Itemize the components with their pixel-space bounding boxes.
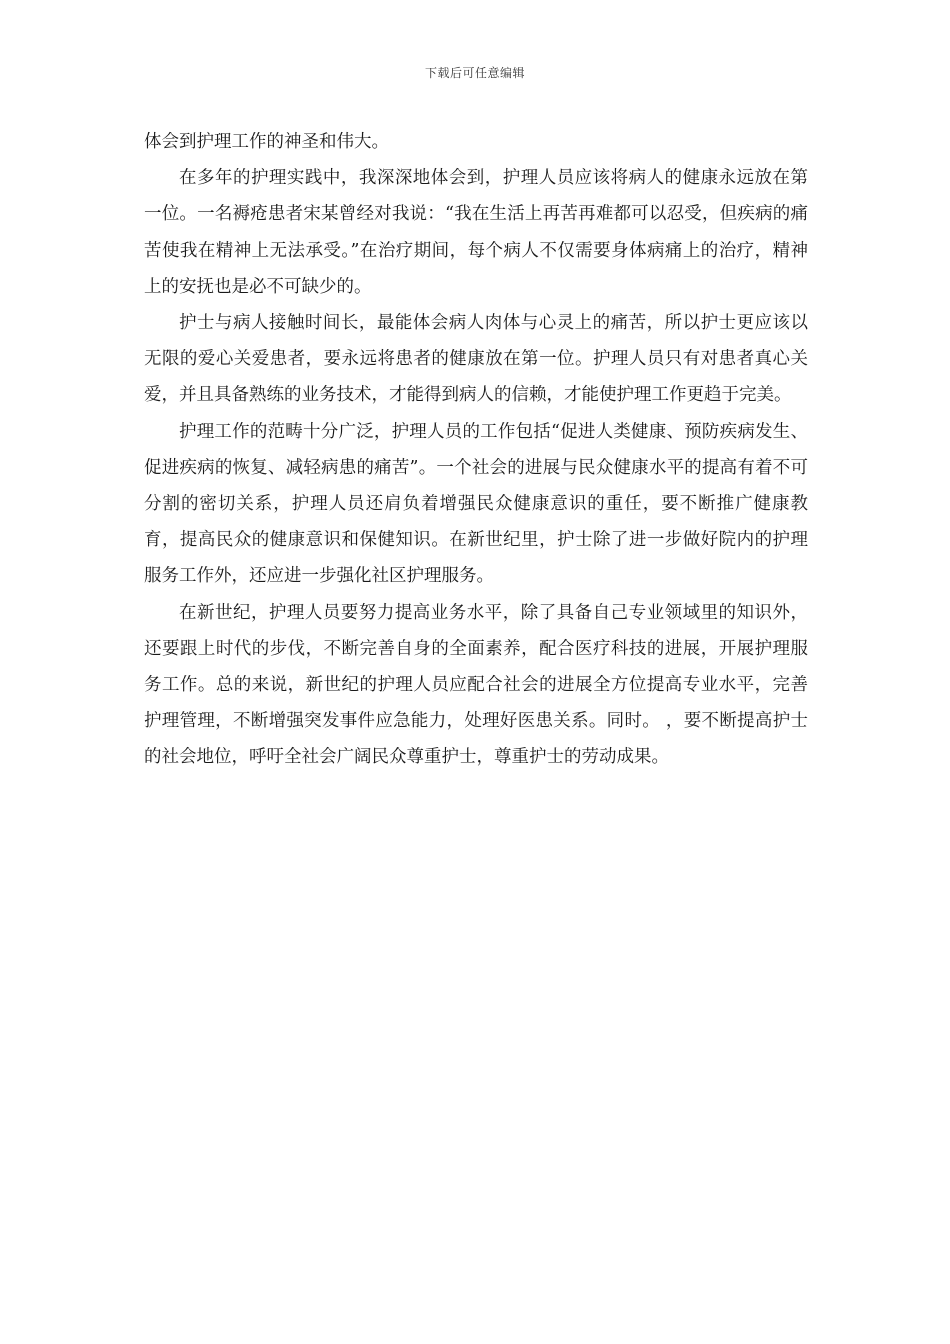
paragraph-patient-health-first: 在多年的护理实践中，我深深地体会到，护理人员应该将病人的健康永远放在第一位。一名褥疮患者宋某曾经对我说：“我在生活上再苦再难都可以忍受，但疾病的痛苦使我在精神上无法承受。”在治疗期间，每个病人不仅需要身体病痛上的治疗，精神上的安抚也是必不可缺少的。: [144, 168, 808, 297]
paragraph-nurse-care: 护士与病人接触时间长，最能体会病人肉体与心灵上的痛苦，所以护士更应该以无限的爱心关爱患者，要永远将患者的健康放在第一位。护理人员只有对患者真心关爱，并且具备熟练的业务技术，才能得到病人的信赖，才能使护理工作更趋于完美。: [144, 313, 808, 406]
paragraph-nursing-scope: 护理工作的范畴十分广泛，护理人员的工作包括“促进人类健康、预防疾病发生、促进疾病的恢复、减轻病患的痛苦”。一个社会的进展与民众健康水平的提高有着不可分割的密切关系，护理人员还肩负着增强民众健康意识的重任，要不断推广健康教育，提高民众的健康意识和保健知识。在新世纪里，护士除了进一步做好院内的护理服务工作外，还应进一步强化社区护理服务。: [144, 421, 808, 587]
page-header: 下载后可任意编辑: [424, 66, 525, 80]
document-body: [144, 124, 808, 776]
paragraph-continuation: 体会到护理工作的神圣和伟大。: [144, 132, 389, 152]
paragraph-new-century: 在新世纪，护理人员要努力提高业务水平，除了具备自己专业领域里的知识外，还要跟上时代的步伐，不断完善自身的全面素养，配合医疗科技的进展，开展护理服务工作。总的来说，新世纪的护理人员应配合社会的进展全方位提高专业水平，完善护理管理，不断增强突发事件应急能力，处理好医患关系。同时。 ，要不断提高护士的社会地位，呼吁全社会广阔民众尊重护士，尊重护士的劳动成果。: [144, 602, 808, 768]
